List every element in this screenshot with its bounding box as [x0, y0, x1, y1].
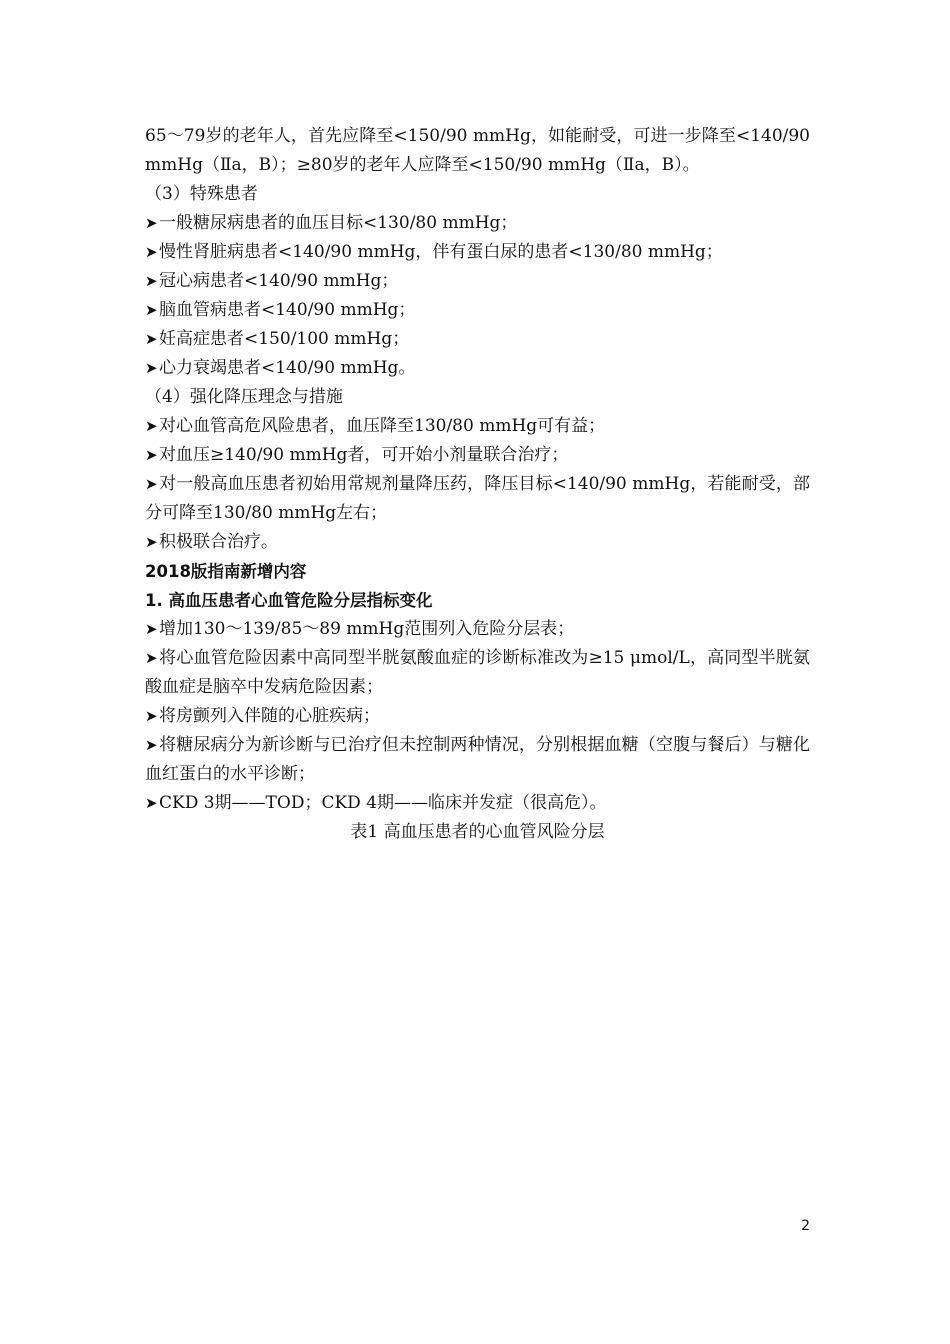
table-caption: 表1 高血压患者的心血管风险分层 [350, 822, 605, 842]
list-item: ➤ 对一般高血压患者初始用常规剂量降压药，降压目标<140/90 mmHg，若能耐受，部分可降至130/80 mmHg左右； [145, 470, 810, 528]
heading-2018-new-content: 2018版指南新增内容 [145, 562, 307, 581]
list-item: ➤ 脑血管病患者<140/90 mmHg； [145, 296, 810, 325]
list-item: ➤ 冠心病患者<140/90 mmHg； [145, 267, 810, 296]
list-item: ➤ 慢性肾脏病患者<140/90 mmHg，伴有蛋白尿的患者<130/80 mmHg； [145, 238, 810, 267]
list-item: ➤ 增加130～139/85～89 mmHg范围列入危险分层表； [145, 615, 810, 644]
section-special-patients: （3）特殊患者 [145, 184, 258, 204]
document-body [145, 122, 810, 847]
paragraph-elderly-target: 65～79岁的老年人，首先应降至<150/90 mmHg，如能耐受，可进一步降至<140/90 mmHg（Ⅱa，B）；≥80岁的老年人应降至<150/90 mmHg（Ⅱa，B）。 [145, 126, 810, 175]
list-item: ➤ 一般糖尿病患者的血压目标<130/80 mmHg； [145, 209, 810, 238]
list-item: ➤ 对心血管高危风险患者，血压降至130/80 mmHg可有益； [145, 412, 810, 441]
list-item: ➤ 积极联合治疗。 [145, 528, 810, 557]
list-item: ➤ CKD 3期——TOD；CKD 4期——临床并发症（很高危）。 [145, 789, 810, 818]
section-intensive-bp: （4）强化降压理念与措施 [145, 387, 343, 407]
list-item: ➤ 对血压≥140/90 mmHg者，可开始小剂量联合治疗； [145, 441, 810, 470]
list-item: ➤ 妊高症患者<150/100 mmHg； [145, 325, 810, 354]
heading-risk-stratification: 1. 高血压患者心血管危险分层指标变化 [145, 591, 433, 610]
list-item: ➤ 将心血管危险因素中高同型半胱氨酸血症的诊断标准改为≥15 μmol/L，高同型半胱氨酸血症是脑卒中发病危险因素； [145, 644, 810, 702]
page-number: 2 [801, 1218, 810, 1234]
list-item: ➤ 将房颤列入伴随的心脏疾病； [145, 702, 810, 731]
list-item: ➤ 心力衰竭患者<140/90 mmHg。 [145, 354, 810, 383]
list-item: ➤ 将糖尿病分为新诊断与已治疗但未控制两种情况，分别根据血糖（空腹与餐后）与糖化血红蛋白的水平诊断； [145, 731, 810, 789]
